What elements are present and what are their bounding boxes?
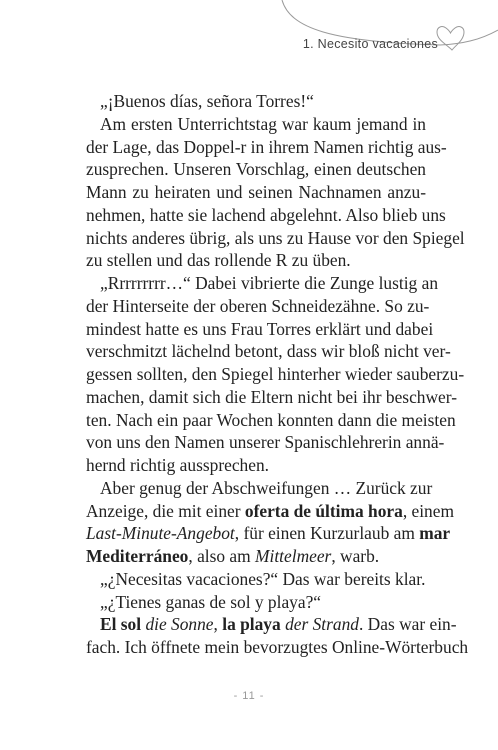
text-run: zu stellen und das rollende R zu üben. [86, 250, 351, 271]
italic-translation: Last-Minute-Angebot [86, 523, 235, 544]
text-line [86, 454, 426, 477]
bold-term: oferta de última hora [244, 500, 403, 521]
text-run: „¿Necesitas vacaciones?“ Das war bereits klar. [100, 568, 426, 589]
text-line [86, 295, 430, 318]
text-line [86, 136, 447, 159]
text-run: nehmen, hatte sie lachend abgelehnt. Also blieb uns [86, 204, 446, 225]
bold-term: Mediterráneo [86, 546, 189, 566]
bold-term: la playa [222, 614, 281, 635]
text-run: nichts anderes übrig, als uns zu Hause vor den Spiegel [86, 227, 465, 248]
text-run: fach. Ich öffnete mein bevorzugtes Online-Wörterbuch [86, 637, 469, 657]
text-run: von uns den Namen unserer Spanischlehrerin annä- [86, 432, 445, 453]
text-run: verschmitzt lächelnd betont, dass wir bloß nicht ver- [86, 341, 451, 362]
text-run: „¡Buenos días, señora Torres!“ [100, 91, 314, 111]
text-run: machen, damit sich die Eltern nicht bei ihr beschwer- [86, 386, 458, 407]
italic-translation: Mittelmeer [255, 546, 332, 566]
text-run: , also am [188, 546, 256, 566]
bold-term: El sol [100, 614, 142, 635]
text-run: , warb. [331, 546, 380, 566]
italic-translation: die Sonne [145, 614, 214, 635]
text-run: mindest hatte es uns Frau Torres erklärt und dabei [86, 318, 434, 339]
text-line [86, 545, 426, 568]
text-run: „Rrrrrrrrr…“ Dabei vibrierte die Zunge lustig an [100, 273, 439, 293]
text-run: , [213, 614, 223, 635]
text-line [86, 636, 469, 659]
text-line [86, 477, 433, 500]
text-line [86, 431, 445, 454]
text-run: zusprechen. Unseren Vorschlag, einen deutschen [86, 159, 426, 180]
text-run: Anzeige, die mit einer [86, 500, 245, 521]
text-line [86, 386, 458, 409]
chapter-header: 1. Necesito vacaciones [302, 37, 438, 51]
text-run: Aber genug der Abschweifungen … Zurück zur [100, 477, 433, 498]
text-line [86, 613, 457, 636]
text-run: , einem [402, 500, 454, 521]
text-line [86, 249, 426, 272]
text-line [86, 340, 451, 363]
text-run: Am ersten Unterrichtstag war kaum jemand in [100, 113, 426, 134]
text-run: der Lage, das Doppel-r in ihrem Namen richtig aus- [86, 136, 447, 157]
text-line [86, 363, 465, 386]
text-line [86, 181, 426, 204]
text-line [86, 90, 426, 113]
body-text [86, 90, 469, 659]
text-line [86, 522, 451, 545]
text-line [86, 158, 426, 181]
page-number: - 11 - [233, 690, 265, 702]
text-line [86, 568, 426, 591]
text-run: gessen sollten, den Spiegel hinterher wieder sauberzu- [86, 364, 465, 384]
text-run: der Hinterseite der oberen Schneidezähne. So zu- [86, 295, 430, 316]
text-line [86, 409, 456, 432]
italic-translation: der Strand [285, 614, 359, 635]
bold-term: mar [419, 523, 451, 544]
text-line [86, 272, 439, 295]
text-run: , für einen Kurzurlaub am [234, 523, 420, 544]
heart-icon [437, 27, 464, 50]
text-line [86, 500, 454, 523]
text-line [86, 227, 465, 250]
text-run: . Das war ein- [358, 614, 457, 635]
text-run: Mann zu heiraten und seinen Nachnamen anzu- [86, 182, 426, 202]
text-line [86, 204, 446, 227]
text-run: „¿Tienes ganas de sol y playa?“ [100, 591, 322, 612]
text-line [86, 591, 426, 614]
text-line [86, 318, 434, 341]
text-line [86, 113, 426, 136]
text-run: ten. Nach ein paar Wochen konnten dann die meisten [86, 409, 456, 430]
text-run: hernd richtig aussprechen. [86, 455, 270, 475]
